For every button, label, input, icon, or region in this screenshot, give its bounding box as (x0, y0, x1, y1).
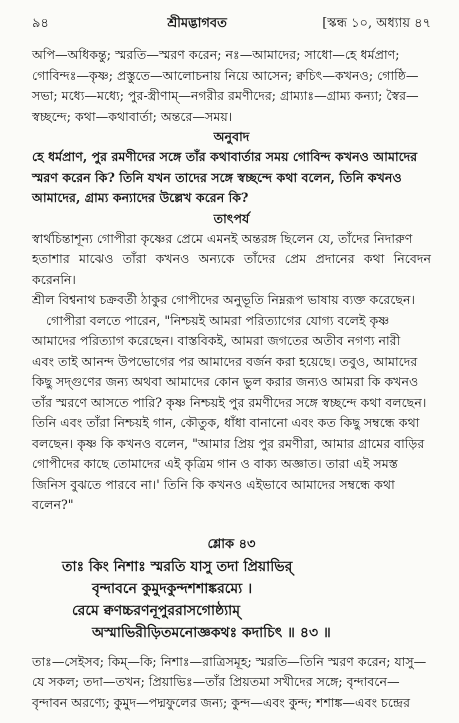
translation-line: স্মরণ করেন কি? তিনি যখন তাদের সঙ্গে স্বচ্ছন্দে কথা বলেন, তিনি কখনও (32, 169, 402, 185)
synonyms-line: গোবিন্দঃ—কৃষ্ণ; প্রস্তুতে—আলোচনায় নিয়ে আসেন; ক্বচিৎ—কখনও; গোষ্ঠি— (32, 67, 419, 83)
synonyms-top (32, 45, 431, 127)
chapter-reference: [স্কন্ধ ১০, অধ্যায় ৪৭ (322, 16, 431, 31)
translation-text (32, 147, 431, 209)
purport-line: আমাদের পরিত্যাগ করেছেন। বাস্তবিকই, আমরা জগতের অতীব নগণ্য নারী (32, 333, 401, 348)
synonyms-line: তাঃ—সেইসব; কিম্—কি; নিশাঃ—রাত্রিসমূহ; স্মরতি—তিনি স্মরণ করেন; যাসু— (32, 653, 427, 669)
page-header (32, 14, 431, 35)
verse-line: বৃন্দাবনে কুমুদকুন্দশশাঙ্করম্যে । (92, 580, 253, 597)
synonyms-line: স্বচ্ছন্দে; কথা—কথাবার্তা; অন্তরে—সময়। (32, 108, 233, 124)
purport-line: বলেন?" (32, 497, 74, 512)
purport-paragraph-2 (32, 311, 431, 516)
purport-line: তাঁর স্মরণে আসতে পারি? কৃষ্ণ নিশ্চয়ই পুর রমণীদের সঙ্গে স্বচ্ছন্দে কথা বলছেন। (32, 394, 427, 410)
purport-line: গোপীদের কাছে তোমাদের এই কৃত্রিম গান ও বাক্য অজ্ঞাত। তারা এই সমস্ত (32, 456, 398, 471)
purport-line: এবং তাই আনন্দ উপভোগের পর আমাদের বর্জন করা হয়েছে। তবুও, আমাদের (32, 353, 418, 369)
purport-heading: তাৎপর্য (213, 210, 250, 226)
book-title: শ্রীমদ্ভাগবত (167, 16, 227, 31)
verse-heading: শ্লোক ৪৩ (207, 536, 256, 552)
synonyms-line: সভা; মধ্যে—মধ্যে; পুর-স্ত্রীণাম্—নগরীর রমণীদের; গ্রাম্যাঃ—গ্রাম্য কন্যা; স্বৈর— (32, 88, 419, 103)
synonyms-line: যে সকল; তদা—তখন; প্রিয়াভিঃ—তাঁর প্রিয়তমা সখীদের সঙ্গে; বৃন্দাবনে— (32, 674, 400, 689)
synonyms-line: বৃন্দাবন অরণ্যে; কুমুদ—পদ্মফুলের জন্য; কুন্দ—এবং কুন্দ; শশাঙ্ক—এবং চন্দ্রের (32, 694, 410, 710)
purport-line: জিনিস বুঝতে পারবে না।' তিনি কি কখনও এইভাবে আমাদের সম্বন্ধে কথা (32, 476, 395, 492)
purport-line: শ্রীল বিশ্বনাথ চক্রবর্তী ঠাকুর গোপীদের অনুভূতি নিম্নরূপ ভাষায় ব্যক্ত করেছেন। (32, 292, 416, 307)
verse-line: রেমে ক্বণচ্চরণনূপুররাসগোষ্ঠ্যাম্ (72, 602, 241, 619)
verse-text (32, 556, 431, 644)
page-number: ৯৪ (32, 16, 49, 31)
translation-line: হে ধর্মপ্রাণ, পুর রমণীদের সঙ্গে তাঁর কথাবার্তার সময় গোবিন্দ কখনও আমাদের (32, 149, 418, 164)
translation-heading: অনুবাদ (213, 129, 250, 144)
purport-line: বলছেন। কৃষ্ণ কি কখনও বলেন, "আমার প্রিয় পুর রমণীরা, আমার গ্রামের বাড়ির (32, 435, 425, 451)
purport-paragraph-1 (32, 229, 431, 311)
translation-line: আমাদের, গ্রাম্য কন্যাদের উল্লেখ করেন কি? (32, 190, 249, 205)
purport-line: স্বার্থচিন্তাশূন্য গোপীরা কৃষ্ণের প্রেমে এমনই অন্তরঙ্গ ছিলেন যে, তাঁদের নিদারুণ (32, 230, 413, 246)
purport-line: তিনি এবং তাঁরা নিশ্চয়ই গান, কৌতুক, ধাঁধা বানানো এবং কত কিছু সম্বন্ধে কথা (32, 415, 420, 430)
synonyms-line: অপি—অধিকন্তু; স্মরতি—স্মরণ করেন; নঃ—আমাদের; সাধো—হে ধর্মপ্রাণ; (32, 47, 400, 62)
verse-line: অস্মাভিরীড়িতমনোজ্ঞকথঃ কদাচিৎ ॥ ৪৩ ॥ (92, 624, 331, 641)
purport-line: হতাশার মাঝেও তাঁরা কখনও অন্যকে তাঁদের প্রেম প্রদানের কথা নিবেদন করেননি। (32, 251, 431, 287)
purport-line: গোপীরা বলতে পারেন, "নিশ্চয়ই আমরা পরিত্যাগের যোগ্য বলেই কৃষ্ণ (46, 312, 390, 328)
purport-line: কিছু সদ্গুণের জন্য অথবা আমাদের কোন ভুল করার জন্যও আমরা কি কখনও (32, 374, 419, 389)
synonyms-bottom (32, 652, 431, 714)
verse-line: তাঃ কিং নিশাঃ স্মরতি যাসু তদা প্রিয়াভির্ (62, 558, 293, 575)
